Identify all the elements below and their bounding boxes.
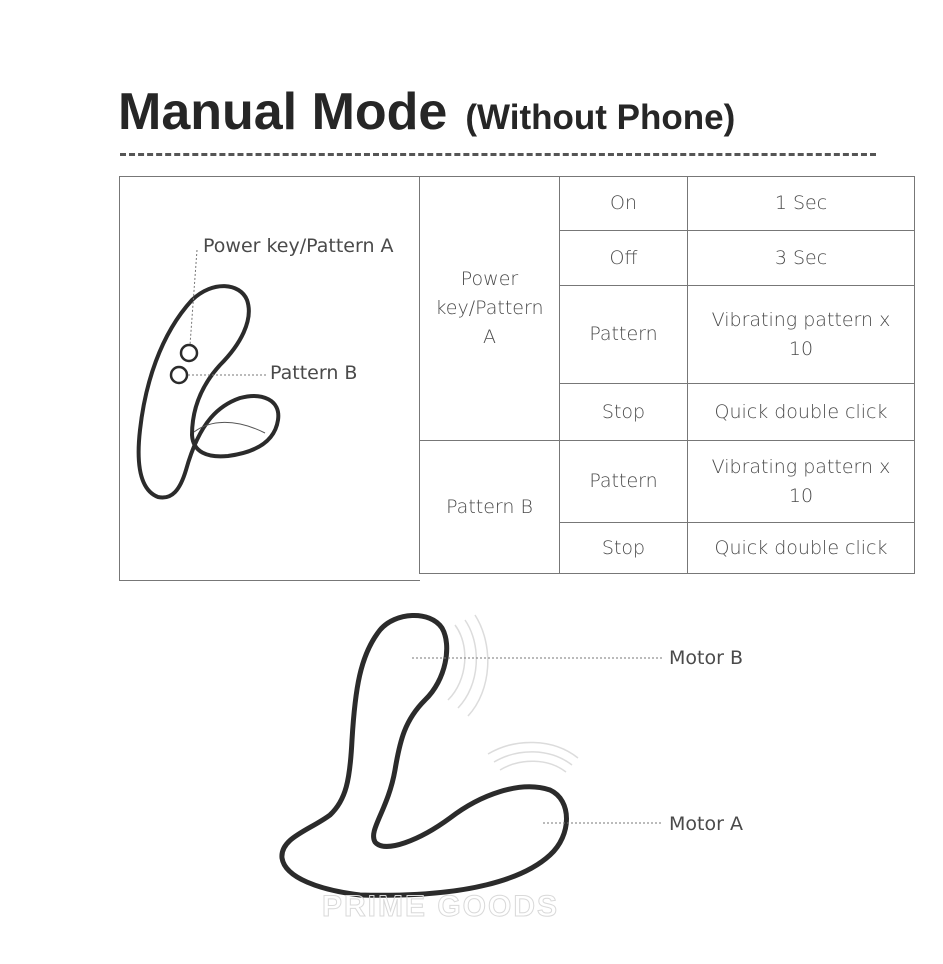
action-cell: Stop: [560, 384, 688, 441]
action-cell: Pattern: [560, 441, 688, 523]
title-main: Manual Mode: [118, 83, 448, 141]
small-device-outline: [139, 286, 279, 497]
group-label-power-key: Power key/Pattern A: [420, 177, 560, 441]
power-key-label: Power key/Pattern A: [203, 235, 394, 257]
pattern-b-label: Pattern B: [270, 362, 358, 384]
value-cell: 3 Sec: [688, 231, 915, 286]
value-cell: Quick double click: [688, 523, 915, 574]
motor-b-label: Motor B: [669, 647, 743, 669]
motor-a-label: Motor A: [669, 813, 743, 835]
value-cell: Vibrating pattern x 10: [688, 441, 915, 523]
action-cell: On: [560, 177, 688, 231]
action-cell: Stop: [560, 523, 688, 574]
watermark: PRIME GOODS: [322, 890, 560, 923]
power-key-button-icon: [181, 345, 197, 361]
action-cell: Pattern: [560, 286, 688, 384]
vibration-lines-icon: [448, 615, 578, 772]
group-label-pattern-b: Pattern B: [420, 441, 560, 574]
action-cell: Off: [560, 231, 688, 286]
large-device-outline: [282, 615, 567, 895]
value-cell: 1 Sec: [688, 177, 915, 231]
pattern-b-button-icon: [171, 367, 187, 383]
value-cell: Quick double click: [688, 384, 915, 441]
value-cell: Vibrating pattern x 10: [688, 286, 915, 384]
title-subtitle: (Without Phone): [465, 98, 736, 137]
